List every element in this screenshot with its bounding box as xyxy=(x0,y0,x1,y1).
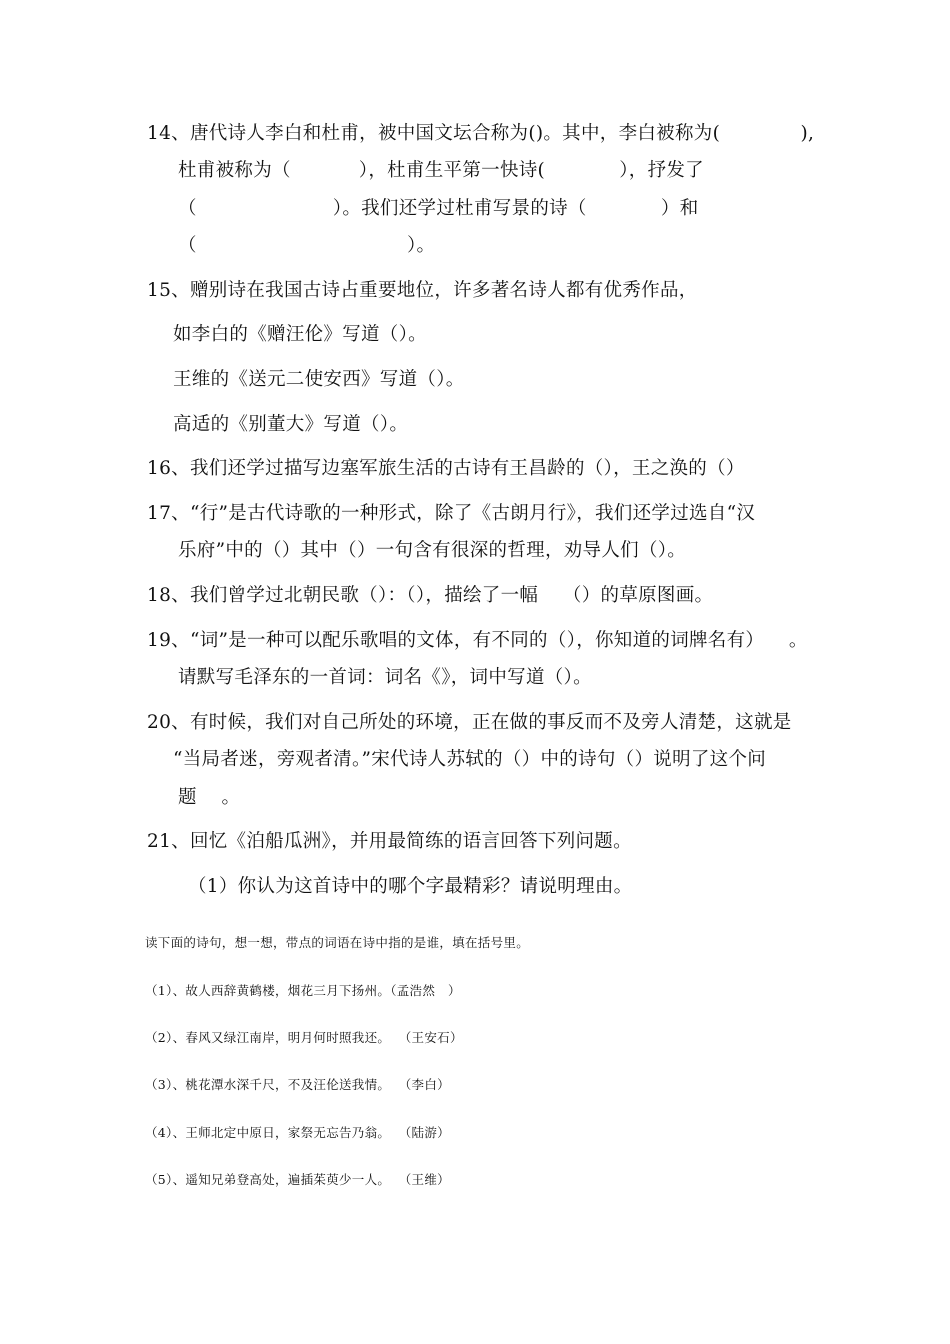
question-14-line-4: （ ）。 xyxy=(178,235,436,256)
question-15-line-3: 王维的《送元二使安西》写道（）。 xyxy=(173,369,465,390)
question-15-line-4: 高适的《别董大》写道（）。 xyxy=(173,414,409,435)
reading-item-4: （4）、王师北定中原日，家祭无忘告乃翁。 （陆游） xyxy=(145,1125,450,1140)
question-20-line-2: “当局者迷，旁观者清。”宋代诗人苏轼的（）中的诗句（）说明了这个问 xyxy=(173,749,767,770)
question-21-line-1: 21、回忆《泊船瓜洲》，并用最简练的语言回答下列问题。 xyxy=(147,831,632,852)
question-20-line-3: 题 。 xyxy=(178,787,241,808)
question-19-line-1: 19、“词”是一种可以配乐歌唱的文体，有不同的（），你知道的词牌名有） 。 xyxy=(147,630,808,651)
question-17-line-2: 乐府”中的（）其中（）一句含有很深的哲理，劝导人们（）。 xyxy=(178,540,687,561)
reading-instruction: 读下面的诗句，想一想，带点的词语在诗中指的是谁，填在括号里。 xyxy=(145,935,530,950)
question-21-line-2: （1）你认为这首诗中的哪个字最精彩？请说明理由。 xyxy=(188,876,633,897)
question-20-line-1: 20、有时候，我们对自己所处的环境，正在做的事反而不及旁人清楚，这就是 xyxy=(147,712,792,733)
reading-item-5: （5）、遥知兄弟登高处，遍插茱萸少一人。 （王维） xyxy=(145,1172,450,1187)
question-17-line-1: 17、“行”是古代诗歌的一种形式，除了《古朗月行》，我们还学过选自“汉 xyxy=(147,503,756,524)
question-14-line-2: 杜甫被称为（ ），杜甫生平第一快诗( ），抒发了 xyxy=(178,160,704,181)
reading-item-3: （3）、桃花潭水深千尺，不及汪伦送我情。 （李白） xyxy=(145,1077,450,1092)
reading-item-2: （2）、春风又绿江南岸，明月何时照我还。 （王安石） xyxy=(145,1030,463,1045)
reading-item-1: （1）、故人西辞黄鹤楼，烟花三月下扬州。（孟浩然 ） xyxy=(145,983,461,998)
question-19-line-2: 请默写毛泽东的一首词：词名《》，词中写道（）。 xyxy=(178,667,592,688)
question-15-line-2: 如李白的《赠汪伦》写道（）。 xyxy=(173,324,427,345)
question-15-line-1: 15、赠别诗在我国古诗占重要地位，许多著名诗人都有优秀作品， xyxy=(147,280,698,301)
question-18-line-1: 18、我们曾学过北朝民歌（）：（），描绘了一幅 （）的草原图画。 xyxy=(147,585,714,606)
question-16-line-1: 16、我们还学过描写边塞军旅生活的古诗有王昌龄的（），王之涣的（） xyxy=(147,458,745,479)
question-14-line-3: （ ）。我们还学过杜甫写景的诗（ ）和 xyxy=(178,198,699,219)
question-14-line-1: 14、唐代诗人李白和杜甫，被中国文坛合称为()。其中，李白被称为( ), xyxy=(147,123,815,144)
